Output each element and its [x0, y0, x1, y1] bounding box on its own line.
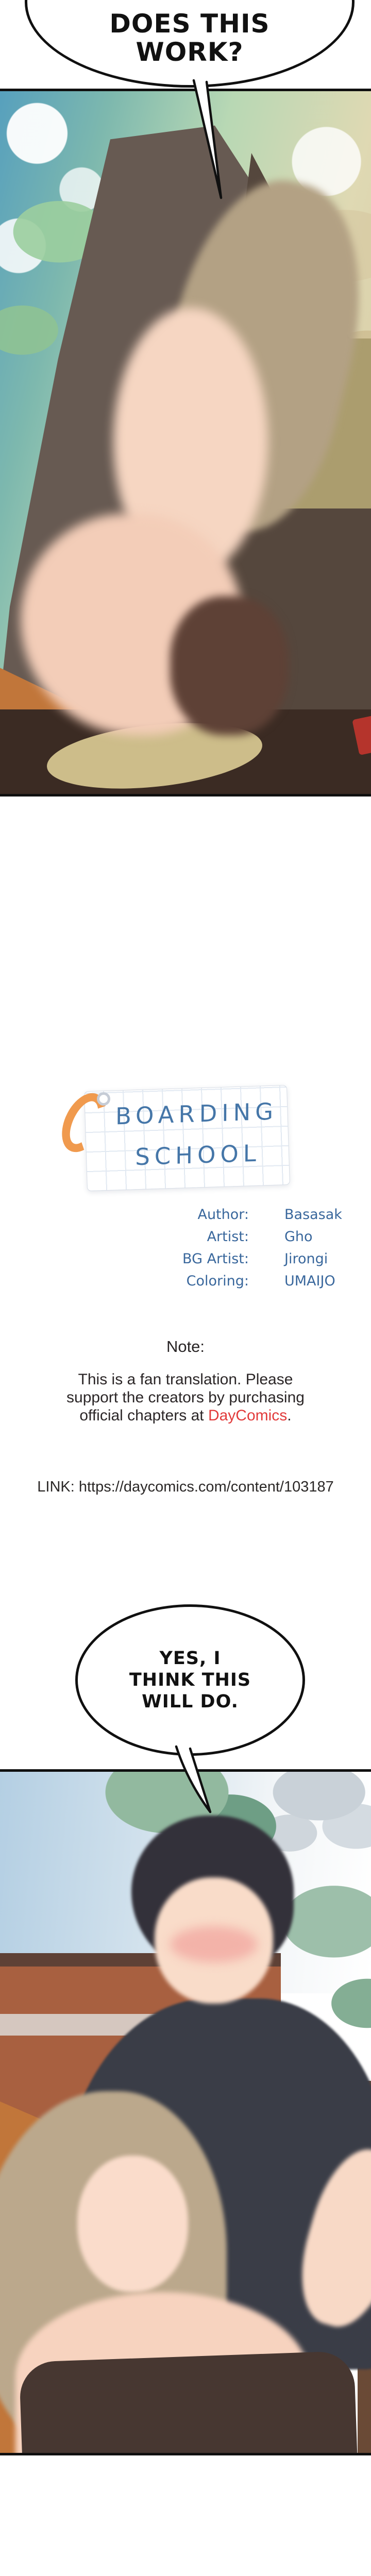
speech-bubble-2-text [129, 1648, 251, 1713]
credit-row [0, 1207, 371, 1227]
series-title-line2: SCHOOL [135, 1139, 261, 1171]
panel2-dark-bag [19, 2351, 358, 2455]
daycomics-brand: DayComics [208, 1407, 288, 1424]
series-title-line1: BOARDING [115, 1097, 278, 1130]
speech-line: THINK THIS [129, 1670, 251, 1690]
speech-bubble-2 [75, 1604, 305, 1756]
binder-hole-icon [97, 1092, 110, 1106]
note-line [0, 1406, 371, 1425]
credit-value: Gho [284, 1229, 313, 1245]
series-title-card [84, 1085, 290, 1191]
credit-label: Author: [197, 1207, 249, 1223]
note-line: support the creators by purchasing [66, 1389, 305, 1406]
daycomics-link[interactable]: LINK: https://daycomics.com/content/103187 [37, 1479, 334, 1495]
credit-label: Coloring: [186, 1273, 249, 1289]
panel2-woman-face [77, 2156, 188, 2292]
speech-line: WILL DO. [142, 1691, 239, 1712]
speech-bubble-1-text [27, 10, 352, 66]
credit-value: Basasak [284, 1207, 342, 1223]
comic-panel-2 [0, 1769, 371, 2455]
note-heading: Note: [166, 1337, 205, 1355]
speech-line: DOES THIS [109, 9, 270, 39]
credit-value: Jirongi [284, 1251, 328, 1267]
credit-row [0, 1273, 371, 1294]
credit-label: BG Artist: [182, 1251, 249, 1267]
credit-row [0, 1229, 371, 1249]
credit-label: Artist: [207, 1229, 249, 1245]
note-line3-suffix: . [287, 1407, 292, 1424]
credit-row [0, 1251, 371, 1272]
credit-value: UMAIJO [284, 1273, 335, 1289]
note-line: This is a fan translation. Please [78, 1371, 293, 1388]
panel1-garment [170, 596, 289, 735]
series-title [105, 1091, 289, 1179]
speech-bubble-2-tail [166, 1739, 223, 1819]
note-body [0, 1370, 371, 1425]
speech-line: YES, I [159, 1648, 221, 1669]
note-line3-prefix: official chapters at [79, 1407, 208, 1424]
speech-line: WORK? [136, 37, 244, 67]
speech-bubble-1 [25, 0, 355, 88]
speech-bubble-1-tail [183, 77, 229, 204]
panel2-man-blush [170, 1926, 258, 1962]
